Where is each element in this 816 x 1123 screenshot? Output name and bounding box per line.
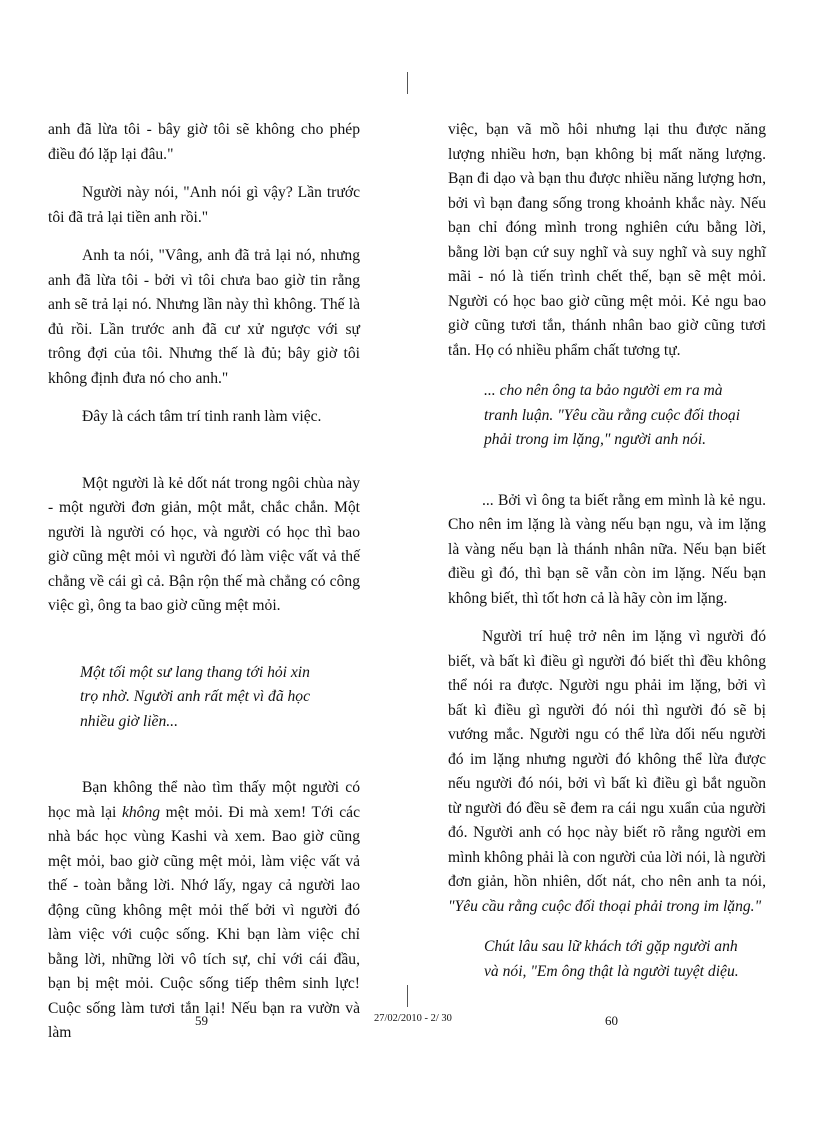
left-paragraph-3: Anh ta nói, "Vâng, anh đã trả lại nó, nhưng anh đã lừa tôi - bởi vì tôi chưa bao giờ tin rằng anh sẽ trả lại nó. Nhưng lần này thì không. Thế là đủ rồi. Lần trước anh đã cư xử ngược với sự trông đợi của tôi. Nhưng thế là đủ; bây giờ tôi không định đưa nó cho anh." [48, 247, 360, 387]
right-paragraph-1: việc, bạn vã mồ hôi nhưng lại thu được năng lượng nhiều hơn, bạn không bị mất năng lượng. Bạn đi dạo và bạn thu được nhiều năng lượng hơn, bởi vì bạn đang sống trong khoảnh khắc này. Nếu bạn chỉ đóng mình trong nghiên cứu bằng lời, bằng lời bạn cứ suy nghĩ và suy nghĩ và suy nghĩ mãi - nó là tiến trình chết thế, bạn sẽ mệt mỏi. Người có học bao giờ cũng mệt mỏi. Kẻ ngu bao giờ cũng tươi tắn, thánh nhân bao giờ cũng tươi tắn. Họ có nhiều phẩm chất tương tự. [448, 121, 766, 359]
right-paragraph-wise-start: Người trí huệ trở nên im lặng vì người đó biết, và bất kì điều gì người đó biết thì đều không thể nói ra được. Người ngu phải im lặng, bởi vì bất kì điều gì người đó nói thì người đó sẽ bị vướng mắc. Người ngu có thể lừa dối nếu người đó im lặng nhưng người đó không thể lừa được nếu người đó nói, bởi vì bất kì điều gì bắt nguồn từ người đó đều sẽ đem ra cái ngu xuẩn của người đó. Người anh có học này biết rõ rằng người em mình không phải là con người của lời nói, là người đơn giản, hồn nhiên, dốt nát, cho nên anh ta nói, [448, 628, 766, 890]
left-paragraph-last [48, 776, 360, 1046]
left-page-column [48, 118, 360, 1060]
left-quote: Một tối một sư lang thang tới hỏi xin trọ nhờ. Người anh rất mệt vì đã học nhiều giờ liền... [80, 663, 311, 730]
date-stamp: 27/02/2010 - 2/ 30 [374, 1013, 452, 1024]
left-paragraph-4: Đây là cách tâm trí tinh ranh làm việc. [82, 408, 322, 425]
page-number-right: 60 [605, 1013, 618, 1028]
page-number-left: 59 [195, 1013, 208, 1028]
right-quote-2: Chút lâu sau lữ khách tới gặp người anh và nói, "Em ông thật là người tuyệt diệu. [484, 938, 739, 980]
left-paragraph-last-end: mệt mỏi. Đi mà xem! Tới các nhà bác học vùng Kashi và xem. Bao giờ cũng mệt mỏi, bao giờ cũng mệt mỏi, làm việc vất vả thế - toàn bằng lời. Nhớ lấy, ngay cả người lao động cũng không mệt mỏi thế bởi vì người đó làm việc với cuộc sống. Khi bạn làm việc chỉ bằng lời, những lời vô tích sự, chỉ với cái đầu, bạn bị mệt mỏi. Cuộc sống tiếp thêm sinh lực! Cuộc sống làm tươi tắn lại! Nếu bạn ra vườn và làm [48, 803, 360, 1041]
right-paragraph-silence: ... Bởi vì ông ta biết rằng em mình là kẻ ngu. Cho nên im lặng là vàng nếu bạn ngu, và im lặng là vàng nếu bạn là thánh nhân nữa. Nếu bạn biết điều gì đó, thì bạn sẽ vẫn còn im lặng. Nếu bạn không biết, thì tốt hơn cả là hãy còn im lặng. [448, 491, 766, 607]
right-paragraph-wise [448, 625, 766, 919]
fold-mark-bottom [407, 985, 408, 1007]
right-paragraph-wise-emphasis: "Yêu cầu rằng cuộc đối thoại phải trong im lặng." [448, 897, 762, 915]
left-paragraph-last-start: Bạn không thể nào tìm thấy một người có học mà lại [48, 779, 360, 821]
left-paragraph-scholar: Một người là kẻ dốt nát trong ngôi chùa này - một người đơn giản, một mắt, chắc chắn. Một người là người có học, và người có học thì bao giờ cũng mệt mỏi vì người đó làm việc vất vả thế chẳng về cái gì cả. Bận rộn thế mà chẳng có công việc gì, ông ta bao giờ cũng mệt mỏi. [48, 474, 360, 614]
left-paragraph-1: anh đã lừa tôi - bây giờ tôi sẽ không cho phép điều đó lặp lại đâu." [48, 121, 360, 163]
right-quote-1: ... cho nên ông ta bảo người em ra mà tranh luận. "Yêu cầu rằng cuộc đối thoại phải trong im lặng," người anh nói. [484, 382, 741, 448]
right-page-column [448, 118, 766, 1020]
left-paragraph-last-emphasis: không [121, 803, 161, 821]
left-paragraph-2: Người này nói, "Anh nói gì vậy? Lần trước tôi đã trả lại tiền anh rồi." [48, 184, 360, 226]
fold-mark-top [407, 72, 408, 94]
